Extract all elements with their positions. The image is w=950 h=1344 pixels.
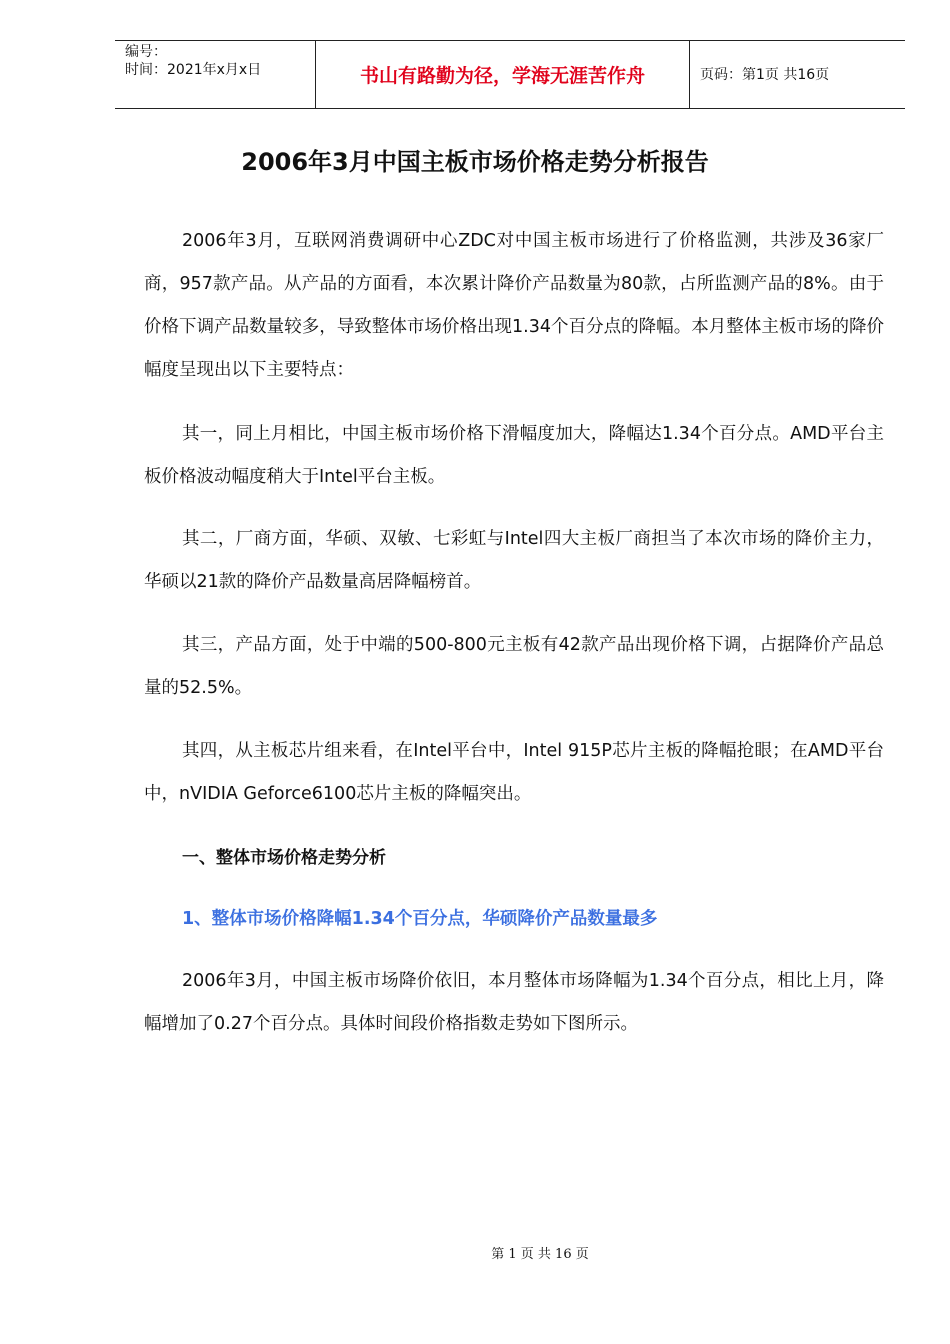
- point-one-paragraph: 其一，同上月相比，中国主板市场价格下滑幅度加大，降幅达1.34个百分点。AMD平台主板价格波动幅度稍大于Intel平台主板。: [144, 424, 884, 487]
- header-meta-cell: [115, 41, 316, 108]
- header-page-cell: [690, 41, 905, 108]
- serial-label: 编号：: [125, 44, 167, 60]
- section-paragraph: 2006年3月，中国主板市场降价依旧，本月整体市场降幅为1.34个百分点，相比上月，降幅增加了0.27个百分点。具体时间段价格指数走势如下图所示。: [144, 971, 884, 1034]
- point-four-paragraph: 其四，从主板芯片组来看，在Intel平台中，Intel 915P芯片主板的降幅抢眼；在AMD平台中，nVIDIA Geforce6100芯片主板的降幅突出。: [144, 741, 884, 804]
- page-info: 页码：第1页 共16页: [700, 67, 830, 83]
- point-three-paragraph: 其三，产品方面，处于中端的500-800元主板有42款产品出现价格下调，占据降价产品总量的52.5%。: [144, 635, 884, 698]
- subsection-heading: 1、整体市场价格降幅1.34个百分点，华硕降价产品数量最多: [182, 909, 658, 929]
- motto-text: 书山有路勤为径，学海无涯苦作舟: [359, 65, 645, 87]
- document-title: 2006年3月中国主板市场价格走势分析报告: [241, 148, 709, 176]
- page-header: [115, 40, 905, 109]
- intro-paragraph: 2006年3月，互联网消费调研中心ZDC对中国主板市场进行了价格监测，共涉及36家厂商，957款产品。从产品的方面看，本次累计降价产品数量为80款，占所监测产品的8%。由于价格下调产品数量较多，导致整体市场价格出现1.34个百分点的降幅。本月整体主板市场的降价幅度呈现出以下主要特点：: [144, 231, 884, 380]
- header-motto-cell: [316, 41, 690, 108]
- point-two-paragraph: 其二，厂商方面，华硕、双敏、七彩虹与Intel四大主板厂商担当了本次市场的降价主力，华硕以21款的降价产品数量高居降幅榜首。: [144, 529, 884, 592]
- section-heading: 一、整体市场价格走势分析: [182, 848, 386, 868]
- time-label: 时间：2021年x月x日: [125, 62, 262, 78]
- page-footer: 第 1 页 共 16 页: [491, 1247, 589, 1262]
